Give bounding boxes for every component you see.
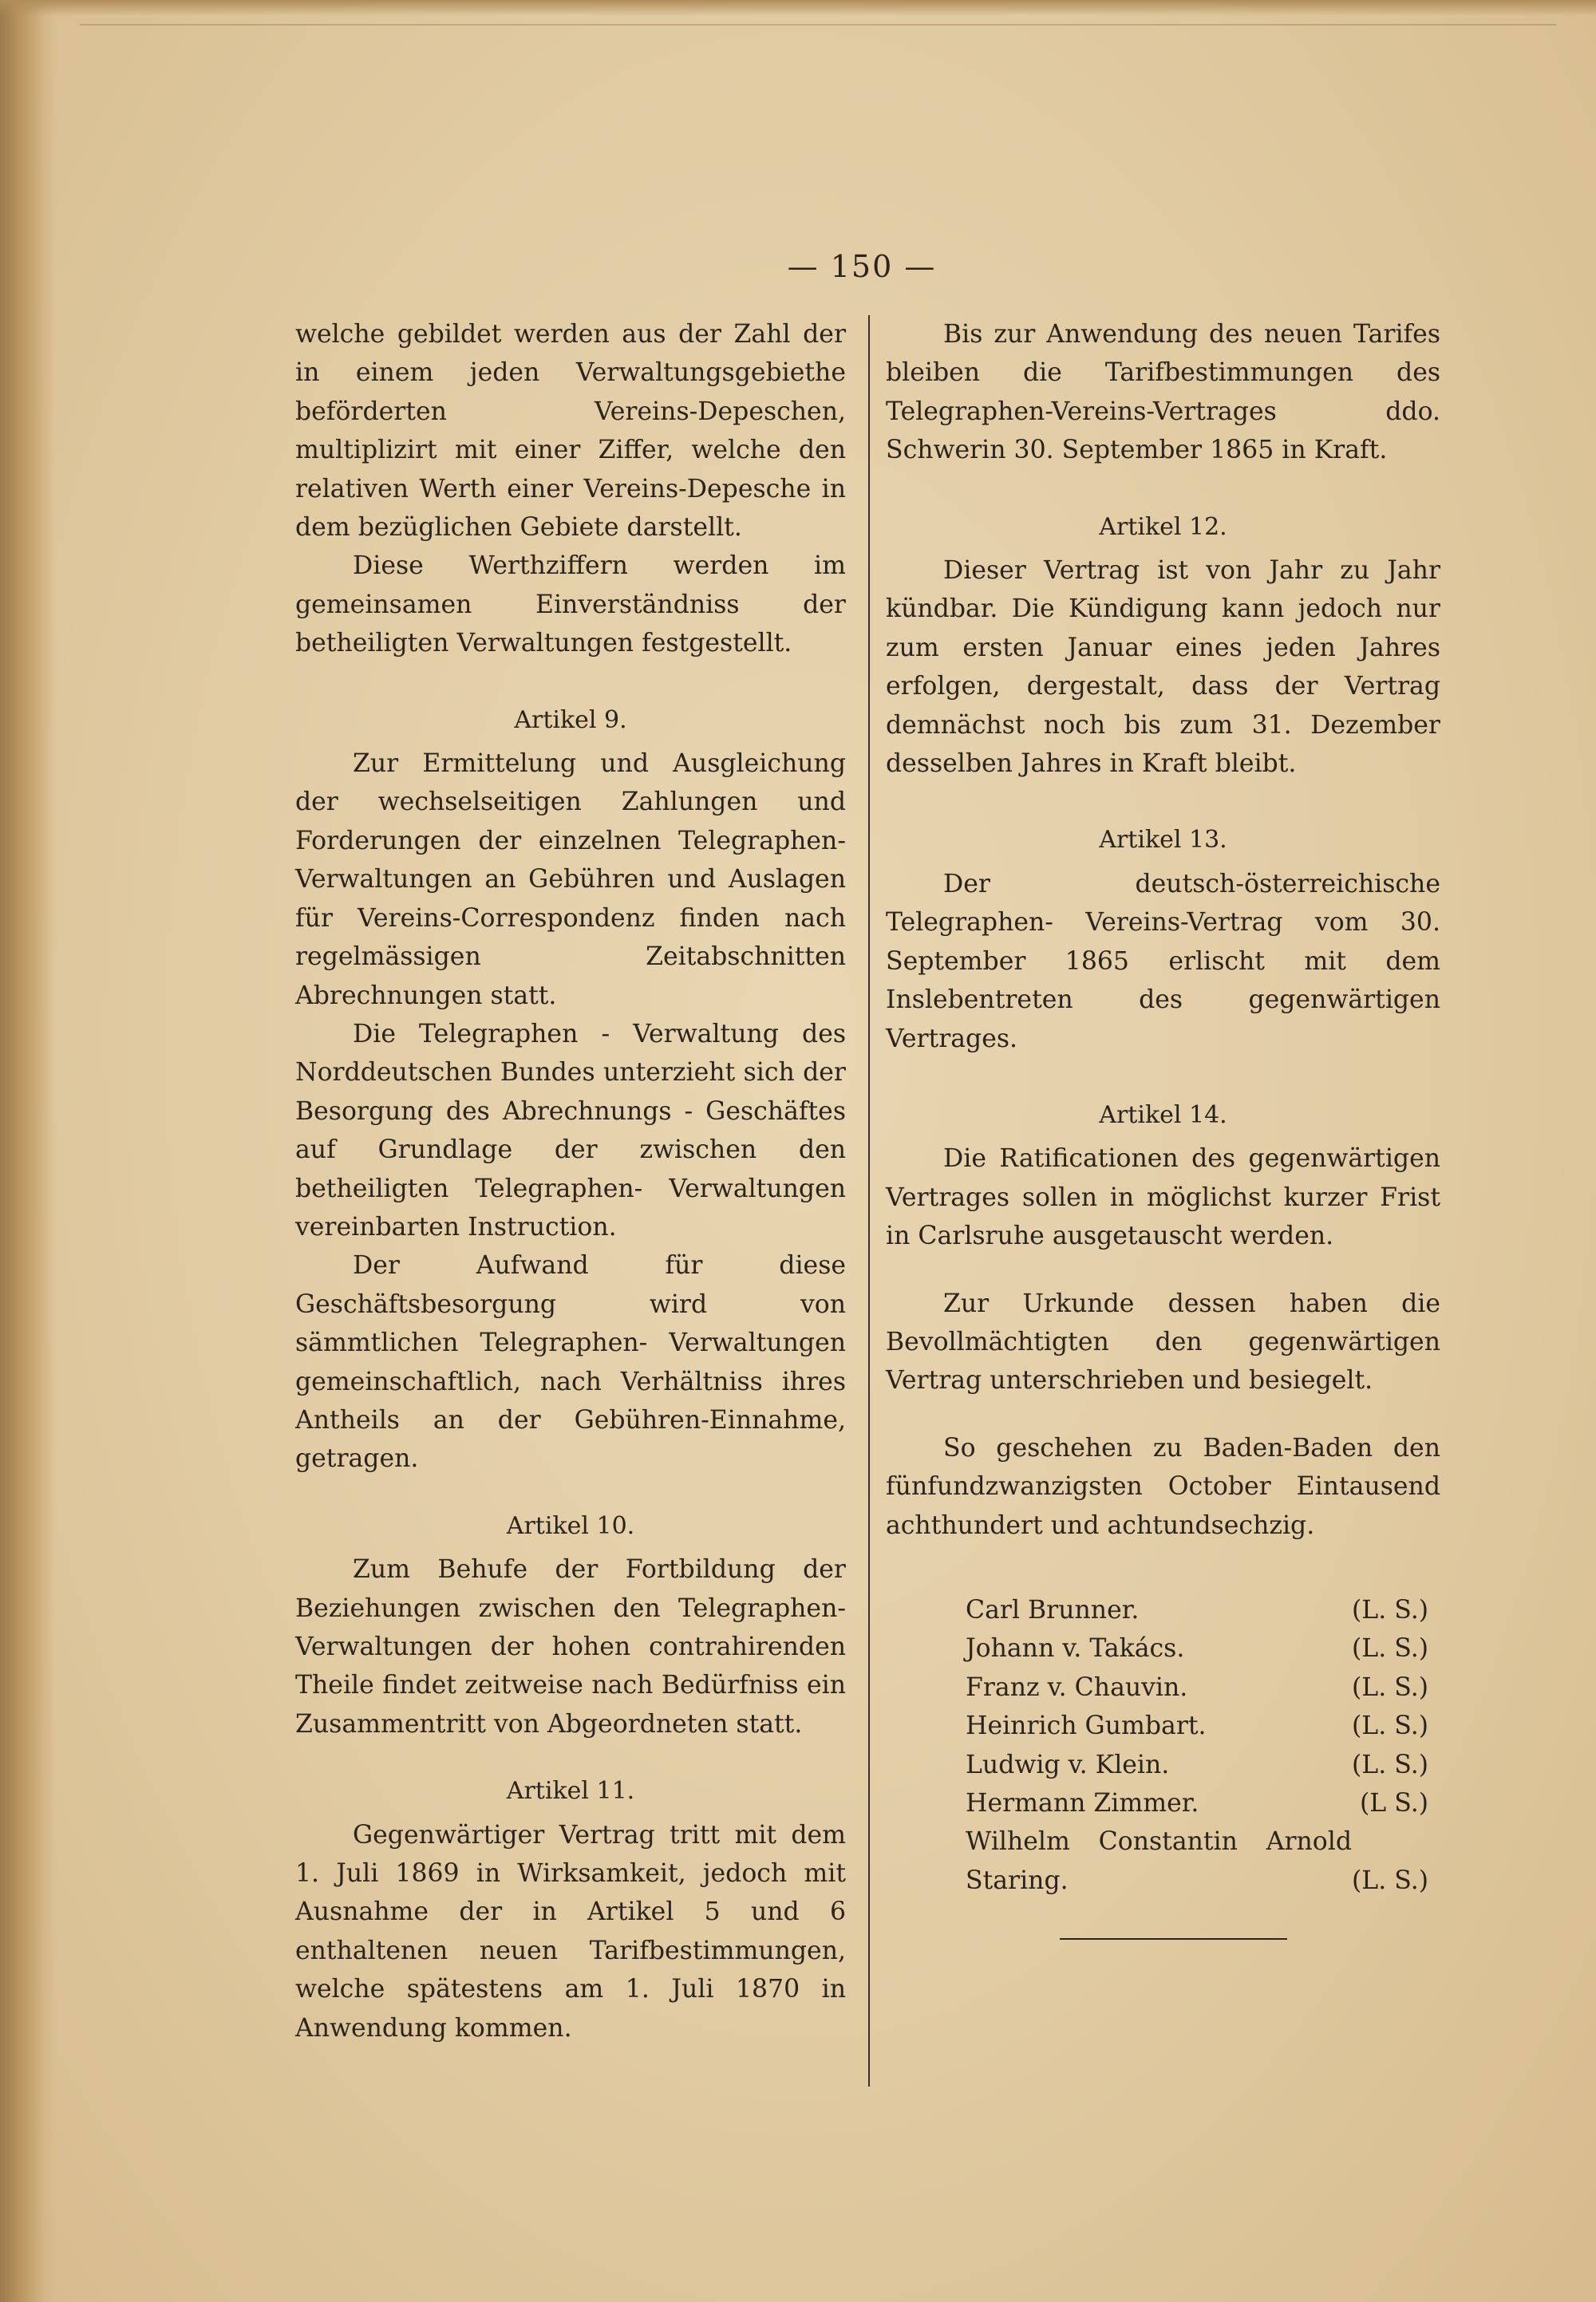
- column-divider: [868, 315, 870, 2087]
- article-13-heading: Artikel 13.: [1099, 826, 1227, 855]
- signature-row: [966, 1746, 1428, 1784]
- article-11-paragraph-2: Bis zur Anwendung des neuen Tarifes bleiben die Tarifbestimmungen des Telegraphen-Vereins-Vertrages ddo. Schwerin 30. September 1865 in Kraft.: [886, 320, 1440, 465]
- signatory-name: Johann v. Takács.: [966, 1634, 1185, 1664]
- seal-mark: (L. S.): [1352, 1750, 1428, 1779]
- seal-mark: (L. S.): [1352, 1712, 1428, 1741]
- page-top-edge: [0, 0, 1596, 16]
- signatory-name: Franz v. Chauvin.: [966, 1672, 1188, 1702]
- geschehen-paragraph: So geschehen zu Baden-Baden den fünfundzwanzigsten October Eintausend achthundert und achtundsechzig.: [886, 1433, 1440, 1540]
- seal-mark: (L S.): [1360, 1789, 1428, 1818]
- closing-rule: [1060, 1938, 1287, 1940]
- left-column: [295, 315, 846, 2047]
- signature-row: [966, 1668, 1428, 1707]
- signatory-name: Wilhelm Constantin Arnold Staring.: [966, 1827, 1352, 1895]
- urkunde-paragraph: Zur Urkunde dessen haben die Bevollmächtigten den gegenwärtigen Vertrag unterschrieben und besiegelt.: [886, 1289, 1440, 1396]
- article-9-paragraph-3: Der Aufwand für diese Geschäftsbesorgung wird von sämmtlichen Telegraphen- Verwaltungen gemeinschaftlich, nach Verhältniss ihres Antheils an der Gebühren-Einnahme, getragen.: [295, 1251, 846, 1474]
- signatory-name: Heinrich Gumbart.: [966, 1712, 1207, 1741]
- article-11-paragraph-1: Gegenwärtiger Vertrag tritt mit dem 1. Juli 1869 in Wirksamkeit, jedoch mit Ausnahme der in Artikel 5 und 6 enthaltenen neuen Tarifbestimmungen, welche spätestens am 1. Juli 1870 in Anwendung kommen.: [295, 1820, 846, 2043]
- signature-row: [966, 1707, 1428, 1745]
- signatory-name: Hermann Zimmer.: [966, 1789, 1199, 1818]
- article-13-paragraph: Der deutsch-österreichische Telegraphen- Vereins-Vertrag vom 30. September 1865 erlischt mit dem Inslebentreten des gegenwärtigen Vertrages.: [886, 869, 1440, 1053]
- signature-list: [966, 1591, 1428, 1900]
- article-10-heading: Artikel 10.: [506, 1511, 635, 1540]
- article-12-paragraph: Dieser Vertrag ist von Jahr zu Jahr kündbar. Die Kündigung kann jedoch nur zum ersten Januar eines jeden Jahres erfolgen, dergestalt, dass der Vertrag demnächst noch bis zum 31. Dezember desselben Jahres in Kraft bleibt.: [886, 556, 1440, 779]
- seal-mark: (L. S.): [1352, 1672, 1428, 1702]
- signatory-name: Carl Brunner.: [966, 1595, 1140, 1625]
- page-left-edge: [0, 0, 56, 2302]
- page-fold-line: [80, 24, 1556, 26]
- article-9-heading: Artikel 9.: [514, 705, 627, 734]
- page-number: — 150 —: [787, 249, 937, 284]
- article-10-paragraph: Zum Behufe der Fortbildung der Beziehungen zwischen den Telegraphen-Verwaltungen der hohen contrahirenden Theile findet zeitweise nach Bedürfniss ein Zusammentritt von Abgeordneten statt.: [295, 1555, 846, 1739]
- signature-row: [966, 1591, 1428, 1629]
- signature-row: [966, 1822, 1428, 1900]
- article-12-heading: Artikel 12.: [1099, 512, 1227, 541]
- signatory-name: Ludwig v. Klein.: [966, 1750, 1170, 1779]
- article-11-heading: Artikel 11.: [506, 1777, 635, 1806]
- right-column: [886, 315, 1440, 1940]
- seal-mark: (L. S.): [1352, 1866, 1428, 1895]
- werthziffern-paragraph: Diese Werthziffern werden im gemeinsamen Einverständniss der betheiligten Verwaltungen festgestellt.: [295, 551, 846, 658]
- article-9-paragraph-2: Die Telegraphen - Verwaltung des Norddeutschen Bundes unterzieht sich der Besorgung des Abrechnungs - Geschäftes auf Grundlage der zwischen den betheiligten Telegraphen- Verwaltungen vereinbarten Instruction.: [295, 1019, 846, 1242]
- seal-mark: (L. S.): [1352, 1634, 1428, 1664]
- article-14-heading: Artikel 14.: [1099, 1100, 1227, 1129]
- signature-row: [966, 1784, 1428, 1822]
- article-9-paragraph-1: Zur Ermittelung und Ausgleichung der wechselseitigen Zahlungen und Forderungen der einzelnen Telegraphen-Verwaltungen an Gebühren und Auslagen für Vereins-Correspondenz finden nach regelmässigen Zeitabschnitten Abrechnungen statt.: [295, 749, 846, 1010]
- continuation-paragraph: welche gebildet werden aus der Zahl der in einem jeden Verwaltungsgebiethe beförderten Vereins-Depeschen, multiplizirt mit einer Ziffer, welche den relativen Werth einer Vereins-Depesche in dem bezüglichen Gebiete darstellt.: [295, 320, 846, 543]
- article-14-paragraph: Die Ratificationen des gegenwärtigen Vertrages sollen in möglichst kurzer Frist in Carlsruhe ausgetauscht werden.: [886, 1144, 1440, 1251]
- seal-mark: (L. S.): [1352, 1595, 1428, 1625]
- signature-row: [966, 1629, 1428, 1668]
